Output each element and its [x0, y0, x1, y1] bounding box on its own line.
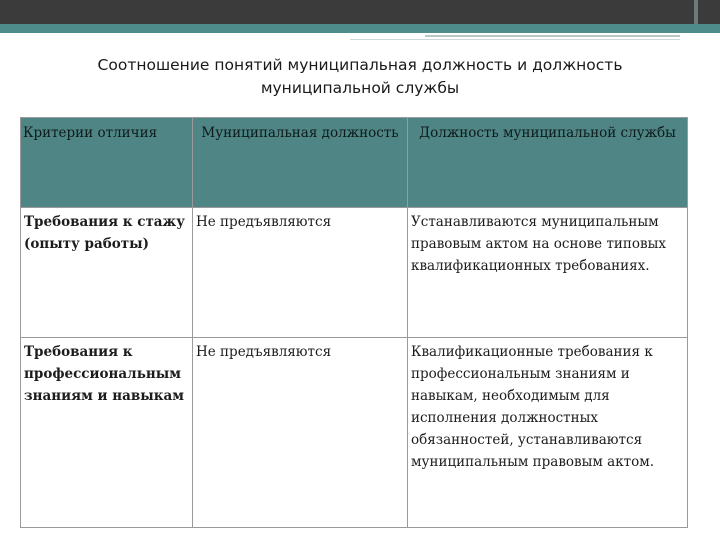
criterion-cell: Требования к профессиональным знаниям и навыкам — [21, 338, 193, 528]
municipal-service-position-cell: Устанавливаются муниципальным правовым актом на основе типовых квалификационных требованиях. — [408, 208, 688, 338]
slide-accent-bar — [0, 24, 720, 33]
slide-title: Соотношение понятий муниципальная должность и должность муниципальной службы — [97, 56, 623, 97]
comparison-table — [20, 117, 688, 528]
decorative-line — [425, 35, 680, 37]
municipal-position-cell: Не предъявляются — [193, 338, 408, 528]
top-bar-accent — [694, 0, 698, 24]
header-criteria: Критерии отличия — [21, 118, 193, 208]
table-row — [21, 208, 688, 338]
criterion-cell: Требования к стажу (опыту работы) — [21, 208, 193, 338]
decorative-line — [350, 39, 680, 40]
municipal-service-position-cell: Квалификационные требования к профессиональным знаниям и навыкам, необходимым для исполнения должностных обязанностей, устанавливаются муниципальным правовым актом. — [408, 338, 688, 528]
header-municipal-position: Муниципальная должность — [193, 118, 408, 208]
municipal-position-cell: Не предъявляются — [193, 208, 408, 338]
table-header-row — [21, 118, 688, 208]
slide-top-bar — [0, 0, 720, 24]
header-municipal-service-position: Должность муниципальной службы — [408, 118, 688, 208]
table-row — [21, 338, 688, 528]
